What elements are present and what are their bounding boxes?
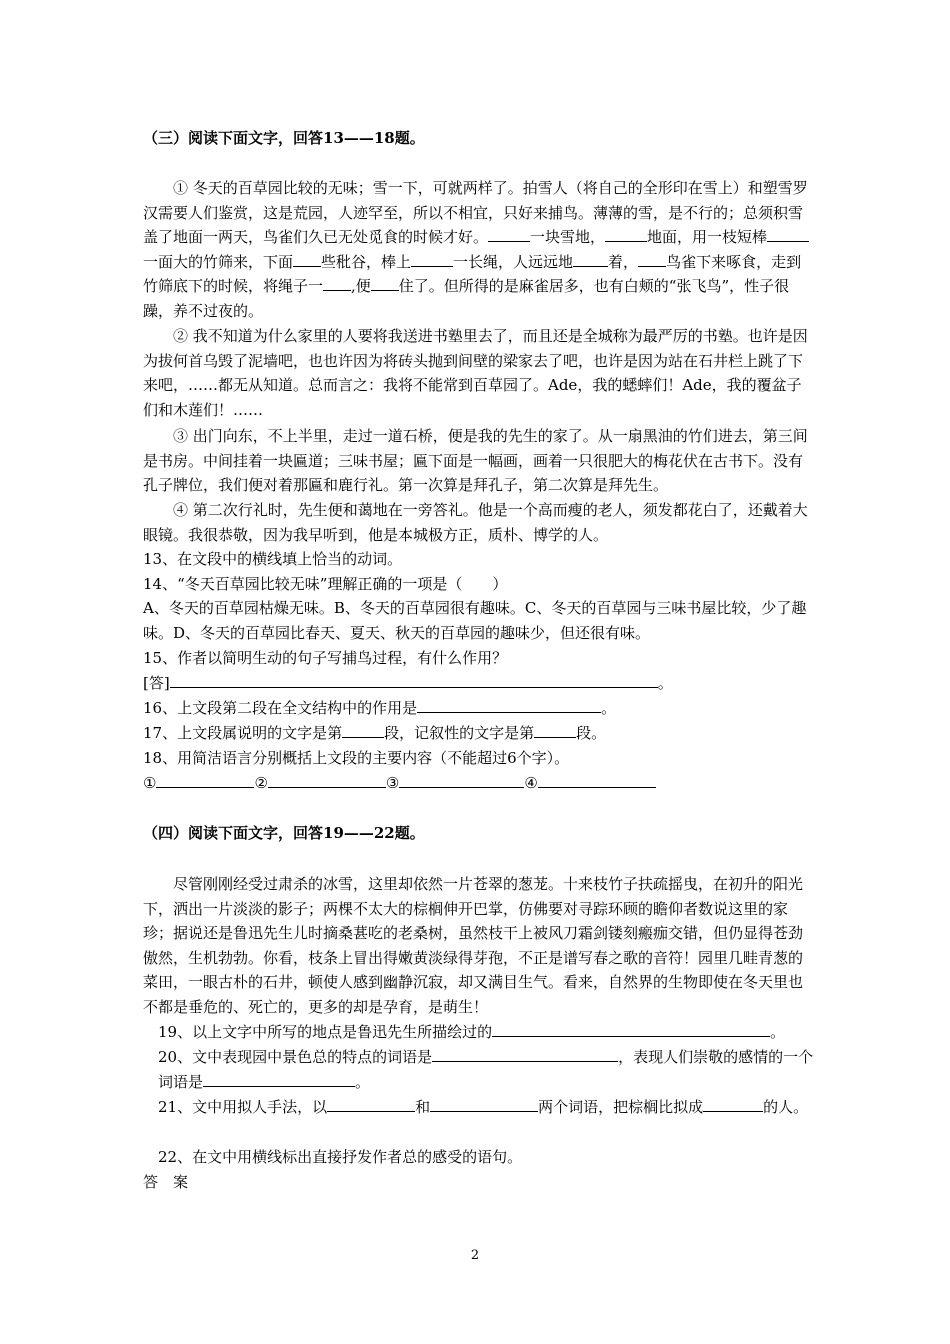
page-number: 2 [470, 1248, 480, 1263]
question-15: 15、作者以简明生动的句子写捕鸟过程，有什么作用？ [143, 649, 508, 667]
question-text: 17、上文段属说明的文字是第 [143, 724, 343, 742]
question-text: 16、上文段第二段在全文结构中的作用是 [143, 699, 418, 717]
passage-text: ① 冬天的百草园比较的无味；雪一下，可就两样了。拍雪人（将自己的全形印在雪上）和塑雪罗汉需要人们鉴赏，这是荒园，人迹罕至，所以不相宜，只好来捕鸟。薄薄的雪，是不行的；总须积雪盖了地面一两天，鸟雀们久已无处觅食的时候才好。 [143, 179, 808, 247]
blank-line [538, 772, 656, 788]
question-text: 20、文中表现园中景色总的特点的词语是 [158, 1048, 433, 1066]
question-19 [143, 1020, 828, 1045]
blank-line [488, 226, 530, 242]
question-20 [143, 1045, 828, 1094]
question-text: 两个词语，把棕榈比拟成 [538, 1098, 704, 1116]
passage-text: 着， [608, 252, 639, 271]
section3-paragraph-2: ② 我不知道为什么家里的人要将我送进书塾里去了，而且还是全城称为最严厉的书塾。也许是因为拔何首乌毁了泥墙吧，也也许因为将砖头抛到间壁的梁家去了吧，也许是因为站在石井栏上跳了下来吧，……都无从知道。总而言之：我将不能常到百草园了。Ade，我的蟋蟀们！Ade，我的覆盆子们和木莲们！…… [143, 327, 808, 419]
passage-text: 些秕谷，棒上 [321, 252, 412, 271]
question-21 [143, 1095, 828, 1120]
question-17 [143, 721, 813, 746]
blank-line [417, 697, 601, 713]
blank-line [534, 722, 576, 738]
passage-text: 鸟雀下来啄食，走到竹筛底下的时候，将绳子一 [143, 252, 802, 296]
circled-number: ④ [524, 774, 538, 792]
blank-line [703, 1096, 763, 1112]
blank-line [430, 1096, 538, 1112]
passage-text: 一面大的竹筛来，下面 [143, 252, 294, 271]
question-text: 21、文中用拟人手法，以 [158, 1098, 328, 1116]
passage-text: 一长绳，人远远地 [453, 252, 574, 271]
passage-text: 一块雪地， [530, 228, 606, 247]
question-18: 18、用简洁语言分别概括上文段的主要内容（不能超过6个字）。 [143, 749, 570, 767]
blank-line [767, 226, 809, 242]
question-13: 13、在文段中的横线填上恰当的动词。 [143, 550, 403, 568]
circled-number: ① [143, 774, 157, 792]
question-15-answer [143, 671, 813, 696]
question-text: ，表现人们崇敬的感情的一个词语是 [158, 1048, 814, 1091]
passage-text: 地面，用一枝短棒 [647, 228, 768, 247]
passage-text: 住了。但所得的是麻雀居多，也有白颊的“张飞鸟”，性子很躁，养不过夜的。 [143, 277, 790, 320]
question-14: 14、“冬天百草园比较无味”理解正确的一项是（ ） [143, 575, 508, 593]
blank-line [411, 251, 453, 267]
blank-line [156, 772, 254, 788]
punctuation: 。 [601, 699, 617, 717]
blank-line [432, 1046, 618, 1062]
answer-heading: 答案 [143, 1173, 204, 1191]
blank-line [573, 251, 608, 267]
blank-line [268, 772, 386, 788]
question-text: 和 [415, 1098, 431, 1116]
section3-heading: （三）阅读下面文字，回答13——18题。 [143, 129, 425, 147]
section4-passage: 尽管刚刚经受过肃杀的冰雪，这里却依然一片苍翠的葱茏。十来枝竹子扶疏摇曳，在初升的阳光下，洒出一片淡淡的影子；两棵不太大的棕榈伸开巴掌，仿佛要对寻踪环顾的瞻仰者数说这里的家珍；据说还是鲁迅先生儿时摘桑葚吃的老桑树，虽然枝干上被风刀霜剑镂刻瘢痂交错，但仍显得苍劲傲然，生机勃勃。你看，枝条上冒出得嫩黄淡绿得芽孢，不正是谱写春之歌的音符！园里几畦青葱的菜田，一眼古朴的石井，顿使人感到幽静沉寂，却又满目生气。看来，自然界的生物即使在冬天里也不都是垂危的、死亡的，更多的却是孕育，是萌生！ [143, 875, 804, 1016]
section3-paragraph-1 [143, 176, 813, 324]
blank-line [638, 251, 666, 267]
blank-line [203, 1071, 355, 1087]
section3-paragraph-3: ③ 出门向东，不上半里，走过一道石桥，便是我的先生的家了。从一扇黑油的竹们进去，第三间是书房。中间挂着一块匾道；三味书屋；匾下面是一幅画，画着一只很肥大的梅花伏在古书下。没有孔子牌位，我们便对着那匾和鹿行礼。第一次算是拜孔子，第二次算是拜先生。 [143, 427, 808, 495]
blank-line [492, 1021, 770, 1037]
blank-line [371, 275, 399, 291]
answer-label: [答] [143, 674, 170, 692]
question-text: 段，记叙性的文字是第 [384, 724, 535, 742]
section3-paragraph-4: ④ 第二次行礼时，先生便和蔼地在一旁答礼。他是一个高而瘦的老人，须发都花白了，还戴着大眼镜。我很恭敬，因为我早听到，他是本城极方正，质朴、博学的人。 [143, 501, 808, 544]
question-14-options: A、冬天的百草园枯燥无味。B、冬天的百草园很有趣味。C、冬天的百草园与三味书屋比较，少了趣味。D、冬天的百草园比春天、夏天、秋天的百草园的趣味少，但还很有味。 [143, 599, 807, 642]
question-text: 19、以上文字中所写的地点是鲁迅先生所描绘过的 [158, 1023, 493, 1041]
blank-line [170, 672, 658, 688]
punctuation: 。 [770, 1023, 786, 1041]
question-22: 22、在文中用横线标出直接抒发作者总的感受的语句。 [158, 1148, 523, 1166]
blank-line [342, 722, 384, 738]
blank-line [323, 275, 351, 291]
circled-number: ② [254, 774, 268, 792]
punctuation: 。 [657, 674, 673, 692]
question-text: 段。 [576, 724, 607, 742]
passage-text: ,便 [351, 277, 371, 296]
blank-line [605, 226, 647, 242]
blank-line [327, 1096, 415, 1112]
question-text: 的人。 [763, 1098, 809, 1116]
punctuation: 。 [355, 1072, 371, 1091]
circled-number: ③ [385, 774, 400, 792]
section4-heading: （四）阅读下面文字，回答19——22题。 [143, 824, 425, 842]
blank-line [293, 251, 321, 267]
question-16 [143, 696, 813, 721]
blank-line [399, 772, 524, 788]
question-18-blanks [143, 771, 813, 796]
